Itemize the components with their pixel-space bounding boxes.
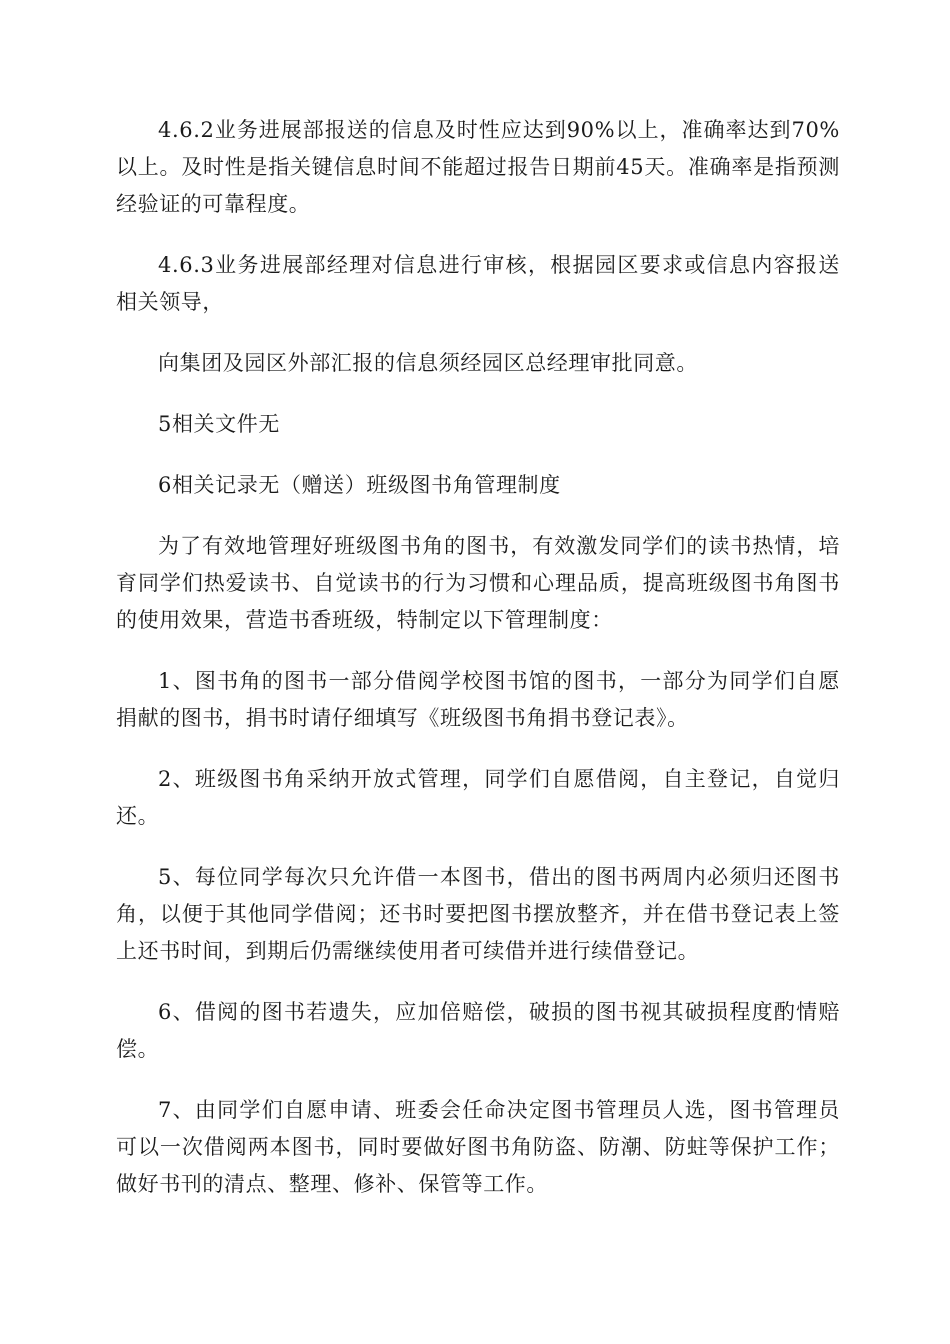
paragraph-intro: 为了有效地管理好班级图书角的图书，有效激发同学们的读书热情，培育同学们热爱读书、自觉读书的行为习惯和心理品质，提高班级图书角图书的使用效果，营造书香班级，特制定以下管理制度：	[116, 534, 840, 632]
paragraph-related-files: 5相关文件无	[158, 412, 280, 436]
paragraph-approval: 向集团及园区外部汇报的信息须经园区总经理审批同意。	[158, 351, 698, 375]
paragraph-related-records: 6相关记录无（赠送）班级图书角管理制度	[158, 473, 561, 497]
document-body	[116, 112, 840, 1227]
rule-item-2: 2、班级图书角采纳开放式管理，同学们自愿借阅，自主登记，自觉归还。	[116, 767, 840, 828]
rule-item-6: 6、借阅的图书若遗失，应加倍赔偿，破损的图书视其破损程度酌情赔偿。	[116, 1000, 840, 1061]
rule-item-5: 5、每位同学每次只允许借一本图书，借出的图书两周内必须归还图书角，以便于其他同学借阅；还书时要把图书摆放整齐，并在借书登记表上签上还书时间，到期后仍需继续使用者可续借并进行续借登记。	[116, 865, 840, 963]
paragraph-4-6-3: 4.6.3业务进展部经理对信息进行审核，根据园区要求或信息内容报送相关领导，	[116, 253, 840, 314]
paragraph-4-6-2: 4.6.2业务进展部报送的信息及时性应达到90%以上，准确率达到70%以上。及时性是指关键信息时间不能超过报告日期前45天。准确率是指预测经验证的可靠程度。	[116, 118, 840, 216]
rule-item-1: 1、图书角的图书一部分借阅学校图书馆的图书，一部分为同学们自愿捐献的图书，捐书时请仔细填写《班级图书角捐书登记表》。	[116, 669, 840, 730]
rule-item-7: 7、由同学们自愿申请、班委会任命决定图书管理员人选，图书管理员可以一次借阅两本图书，同时要做好图书角防盗、防潮、防蛀等保护工作；做好书刊的清点、整理、修补、保管等工作。	[116, 1098, 840, 1196]
